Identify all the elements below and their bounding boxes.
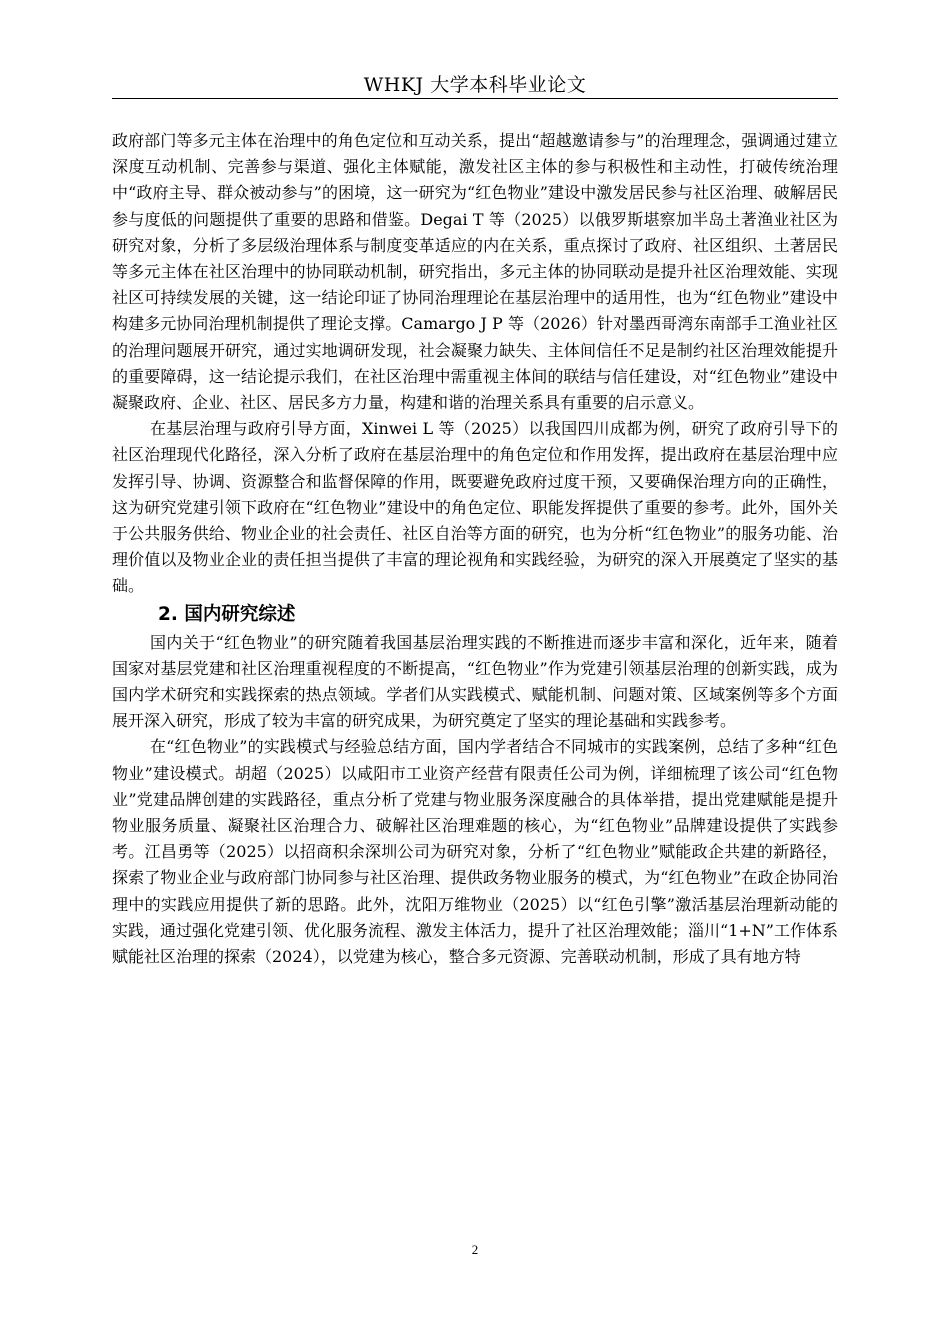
paragraph-government-guidance: 在基层治理与政府引导方面，Xinwei L 等（2025）以我国四川成都为例，研究了政府引导下的社区治理现代化路径，深入分析了政府在基层治理中的角色定位和作用发挥，提出政府在基层治理中应发挥引导、协调、资源整合和监督保障的作用，既要避免政府过度干预，又要确保治理方向的正确性，这为研究党建引领下政府在“红色物业”建设中的角色定位、职能发挥提供了重要的参考。此外，国外关于公共服务供给、物业企业的社会责任、社区自治等方面的研究，也为分析“红色物业”的服务功能、治理价值以及物业企业的责任担当提供了丰富的理论视角和实践经验，为研究的深入开展奠定了坚实的基础。 — [112, 419, 838, 596]
paragraph-domestic-overview: 国内关于“红色物业”的研究随着我国基层治理实践的不断推进而逐步丰富和深化，近年来，随着国家对基层党建和社区治理重视程度的不断提高，“红色物业”作为党建引领基层治理的创新实践，成为国内学术研究和实践探索的热点领域。学者们从实践模式、赋能机制、问题对策、区域案例等多个方面展开深入研究，形成了较为丰富的研究成果，为研究奠定了坚实的理论基础和实践参考。 — [112, 632, 838, 731]
section-heading: 2. 国内研究综述 — [158, 603, 296, 625]
paragraph-continued: 政府部门等多元主体在治理中的角色定位和互动关系，提出“超越邀请参与”的治理理念，强调通过建立深度互动机制、完善参与渠道、强化主体赋能，激发社区主体的参与积极性和主动性，打破传统治理中“政府主导、群众被动参与”的困境，这一研究为“红色物业”建设中激发居民参与社区治理、破解居民参与度低的问题提供了重要的思路和借鉴。Degai T 等（2025）以俄罗斯堪察加半岛土著渔业社区为研究对象，分析了多层级治理体系与制度变革适应的内在关系，重点探讨了政府、社区组织、土著居民等多元主体在社区治理中的协同联动机制，研究指出，多元主体的协同联动是提升社区治理效能、实现社区可持续发展的关键，这一结论印证了协同治理理论在基层治理中的适用性，也为“红色物业”建设中构建多元协同治理机制提供了理论支撑。Camargo J P 等（2026）针对墨西哥湾东南部手工渔业社区的治理问题展开研究，通过实地调研发现，社会凝聚力缺失、主体间信任不足是制约社区治理效能提升的重要障碍，这一结论提示我们，在社区治理中需重视主体间的联结与信任建设，对“红色物业”建设中凝聚政府、企业、社区、居民多方力量，构建和谐的治理关系具有重要的启示意义。 — [112, 131, 838, 413]
header-rule — [112, 98, 838, 99]
paragraph-practice-models: 在“红色物业”的实践模式与经验总结方面，国内学者结合不同城市的实践案例，总结了多种“红色物业”建设模式。胡超（2025）以咸阳市工业资产经营有限责任公司为例，详细梳理了该公司“红色物业”党建品牌创建的实践路径，重点分析了党建与物业服务深度融合的具体举措，提出党建赋能是提升物业服务质量、凝聚社区治理合力、破解社区治理难题的核心，为“红色物业”品牌建设提供了实践参考。江昌勇等（2025）以招商积余深圳公司为研究对象，分析了“红色物业”赋能政企共建的新路径，探索了物业企业与政府部门协同参与社区治理、提供政务物业服务的模式，为“红色物业”在政企协同治理中的实践应用提供了新的思路。此外，沈阳万维物业（2025）以“红色引擎”激活基层治理新动能的实践，通过强化党建引领、优化服务流程、激发主体活力，提升了社区治理效能；淄川“1+N”工作体系赋能社区治理的探索（2024），以党建为核心，整合多元资源、完善联动机制，形成了具有地方特 — [112, 737, 838, 967]
body-text — [112, 128, 838, 970]
running-header: WHKJ 大学本科毕业论文 — [363, 74, 587, 96]
page-number: 2 — [471, 1242, 479, 1257]
